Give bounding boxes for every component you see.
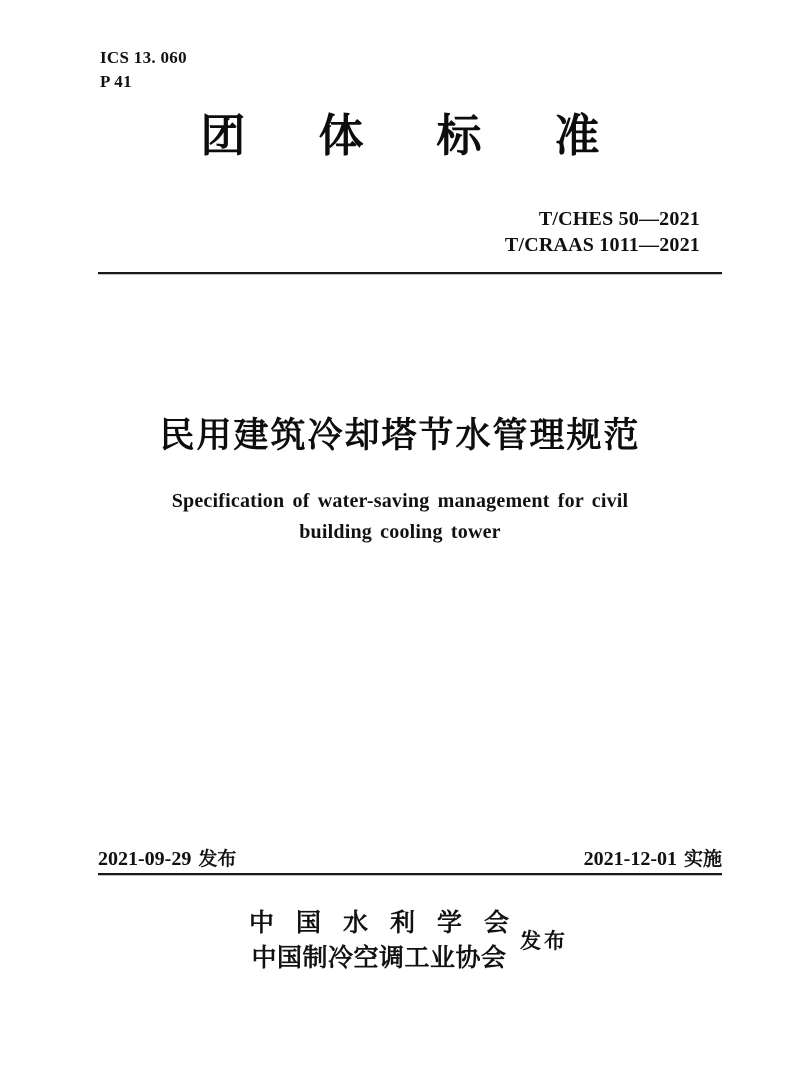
- document-title-zh: 民用建筑冷却塔节水管理规范: [159, 416, 641, 455]
- footer-divider-rule: [98, 873, 722, 875]
- implementation-date: 2021-12-01: [583, 848, 677, 870]
- implementation-date-label: 实施: [683, 849, 722, 870]
- standard-type-title-text: 团体标准: [200, 110, 673, 161]
- issue-date-label: 发布: [198, 849, 237, 870]
- classification-block: [100, 46, 187, 94]
- header-divider-rule: [98, 272, 722, 274]
- publisher-org-1: 中 国 水 利 学 会: [249, 910, 509, 937]
- ics-code: ICS 13. 060: [100, 48, 187, 67]
- document-title-en-line1: Specification of water-saving management for civil: [171, 490, 629, 512]
- issue-date: 2021-09-29: [98, 848, 192, 870]
- doc-class-code: P 41: [100, 72, 132, 91]
- issue-date-group: [98, 847, 236, 872]
- document-title-en: [0, 486, 800, 548]
- implementation-date-group: [584, 847, 722, 872]
- publish-action-label: 发布: [520, 930, 568, 953]
- publisher-block: [249, 906, 509, 976]
- standard-codes: [505, 206, 700, 258]
- publisher-org-2: 中国制冷空调工业协会: [251, 945, 507, 972]
- dates-row: [98, 847, 722, 872]
- standard-code-craas: T/CRAAS 1011—2021: [504, 234, 700, 256]
- standard-code-ches: T/CHES 50—2021: [538, 208, 700, 230]
- document-title-en-line2: building cooling tower: [299, 521, 501, 543]
- standard-type-title: [0, 108, 800, 164]
